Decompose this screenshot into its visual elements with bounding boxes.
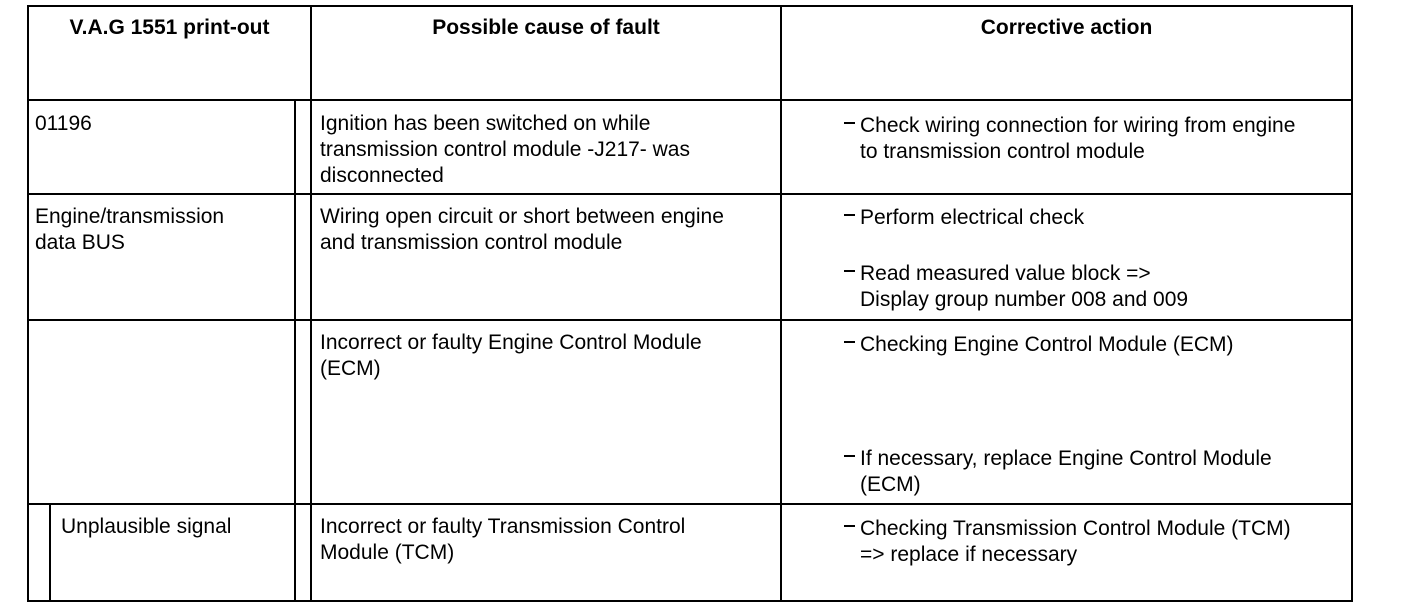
column-divider: [780, 5, 782, 602]
cause-cell: Incorrect or faulty Engine Control Module (ECM): [320, 331, 702, 380]
row-divider: [27, 319, 1353, 321]
action-item: Check wiring connection for wiring from engine to transmission control module: [860, 114, 1296, 163]
bullet-dash: [844, 525, 855, 527]
cause-cell: Ignition has been switched on while transmission control module -J217- was disconnected: [320, 112, 690, 187]
table-border-bottom: [27, 600, 1353, 602]
printout-cell: Engine/transmission data BUS: [35, 205, 225, 254]
cause-cell: Incorrect or faulty Transmission Control Module (TCM): [320, 515, 686, 564]
cause-cell: Wiring open circuit or short between engine and transmission control module: [320, 205, 724, 254]
header-action: Corrective action: [980, 16, 1153, 39]
indent-line: [294, 99, 296, 602]
bullet-dash: [844, 341, 855, 343]
action-item: Checking Transmission Control Module (TCM) => replace if necessary: [860, 517, 1291, 566]
row-divider: [27, 193, 1353, 195]
row-divider: [27, 99, 1353, 101]
printout-cell: Unplausible signal: [61, 515, 232, 538]
action-item: If necessary, replace Engine Control Module (ECM): [860, 447, 1272, 496]
table-border-right: [1351, 5, 1353, 602]
bullet-dash: [844, 270, 855, 272]
action-item: Read measured value block => Display group number 008 and 009: [860, 262, 1189, 311]
table-border-top: [27, 5, 1353, 7]
bullet-dash: [844, 455, 855, 457]
printout-cell: 01196: [35, 112, 92, 135]
action-item: Checking Engine Control Module (ECM): [860, 333, 1234, 356]
table-border-left: [27, 5, 29, 602]
indent-line: [49, 503, 51, 602]
bullet-dash: [844, 214, 855, 216]
row-divider: [27, 503, 1353, 505]
header-printout: V.A.G 1551 print-out: [69, 16, 270, 39]
bullet-dash: [844, 122, 855, 124]
header-cause: Possible cause of fault: [432, 16, 660, 39]
column-divider: [310, 5, 312, 602]
action-item: Perform electrical check: [860, 206, 1085, 229]
